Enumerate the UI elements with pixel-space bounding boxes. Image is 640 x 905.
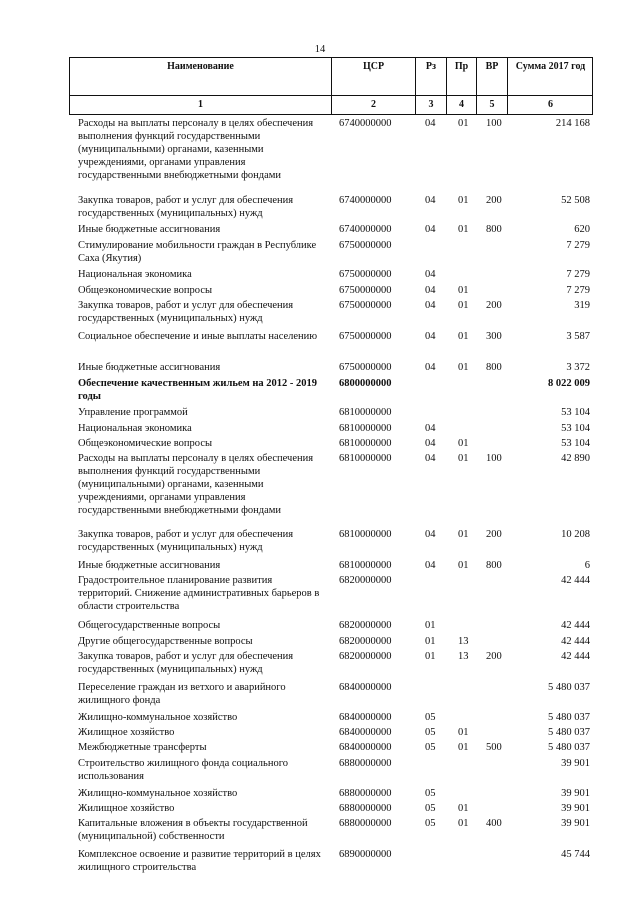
row-sum: 42 444 [561,636,590,647]
row-csr: 6750000000 [339,362,392,373]
row-vr: 200 [486,651,502,662]
row-csr: 6820000000 [339,636,392,647]
row-name: Градостроительное планирование развития территорий. Снижение административных барьеров в области строительства [78,575,320,612]
row-name: Жилищно-коммунальное хозяйство [78,788,238,799]
row-pr: 01 [458,727,469,738]
row-vr: 800 [486,560,502,571]
header-rz: Рз [425,61,437,72]
row-rz: 04 [425,438,436,449]
row-csr: 6740000000 [339,118,392,129]
row-sum: 319 [574,300,590,311]
row-sum: 7 279 [566,240,590,251]
row-csr: 6740000000 [339,224,392,235]
row-csr: 6740000000 [339,195,392,206]
row-sum: 53 104 [561,407,590,418]
row-sum: 8 022 009 [548,378,590,389]
row-sum: 42 444 [561,575,590,586]
row-csr: 6810000000 [339,423,392,434]
row-vr: 200 [486,195,502,206]
row-vr: 200 [486,300,502,311]
row-csr: 6810000000 [339,453,392,464]
row-csr: 6750000000 [339,300,392,311]
row-sum: 42 444 [561,651,590,662]
header-sum: Сумма 2017 год [515,61,586,72]
row-name: Закупка товаров, работ и услуг для обеспечения государственных (муниципальных) нужд [78,195,294,219]
row-rz: 04 [425,285,436,296]
row-pr: 01 [458,560,469,571]
row-vr: 800 [486,224,502,235]
row-sum: 5 480 037 [548,682,590,693]
row-csr: 6810000000 [339,560,392,571]
row-name: Закупка товаров, работ и услуг для обеспечения государственных (муниципальных) нужд [78,529,294,553]
row-rz: 04 [425,529,436,540]
row-name: Капитальные вложения в объекты государственной (муниципальной) собственности [78,818,308,842]
header-num-sum: 6 [548,99,553,110]
row-vr: 100 [486,453,502,464]
row-name: Другие общегосударственные вопросы [78,636,253,647]
row-name: Общеэкономические вопросы [78,285,213,296]
row-csr: 6750000000 [339,331,392,342]
row-csr: 6750000000 [339,269,392,280]
row-rz: 04 [425,269,436,280]
row-vr: 100 [486,118,502,129]
row-sum: 45 744 [561,849,590,860]
row-csr: 6810000000 [339,529,392,540]
row-pr: 01 [458,818,469,829]
row-pr: 01 [458,453,469,464]
row-rz: 01 [425,636,436,647]
row-csr: 6840000000 [339,727,392,738]
row-sum: 214 168 [555,118,590,129]
row-csr: 6890000000 [339,849,392,860]
row-vr: 800 [486,362,502,373]
row-pr: 01 [458,285,469,296]
row-rz: 04 [425,331,436,342]
row-sum: 42 444 [561,620,590,631]
row-rz: 04 [425,224,436,235]
row-sum: 53 104 [561,423,590,434]
header-num-pr: 4 [459,99,464,110]
row-name: Жилищно-коммунальное хозяйство [78,712,238,723]
row-sum: 39 901 [561,758,590,769]
row-pr: 01 [458,118,469,129]
row-pr: 01 [458,331,469,342]
row-sum: 42 890 [561,453,590,464]
row-sum: 5 480 037 [548,712,590,723]
row-name: Переселение граждан из ветхого и аварийного жилищного фонда [78,682,286,706]
row-pr: 13 [458,636,469,647]
header-num-vr: 5 [489,99,495,110]
row-sum: 5 480 037 [548,727,590,738]
row-rz: 05 [425,788,436,799]
row-pr: 01 [458,742,469,753]
row-rz: 04 [425,118,436,129]
row-sum: 39 901 [561,818,590,829]
row-rz: 04 [425,453,436,464]
row-name: Управление программой [78,407,188,418]
row-csr: 6880000000 [339,788,392,799]
row-rz: 05 [425,803,436,814]
row-sum: 3 587 [566,331,590,342]
row-pr: 01 [458,224,469,235]
row-vr: 500 [486,742,502,753]
row-name: Закупка товаров, работ и услуг для обеспечения государственных (муниципальных) нужд [78,651,294,675]
row-csr: 6880000000 [339,758,392,769]
row-rz: 01 [425,620,436,631]
row-sum: 10 208 [561,529,590,540]
row-name: Иные бюджетные ассигнования [78,362,221,373]
row-rz: 05 [425,818,436,829]
row-name: Национальная экономика [78,423,192,434]
row-vr: 300 [486,331,502,342]
row-name: Обеспечение качественным жильем на 2012 - 2019 годы [78,378,318,402]
row-sum: 7 279 [566,285,590,296]
row-csr: 6840000000 [339,742,392,753]
header-csr: ЦСР [362,61,385,72]
row-csr: 6820000000 [339,651,392,662]
row-pr: 01 [458,300,469,311]
row-name: Общеэкономические вопросы [78,438,213,449]
row-csr: 6820000000 [339,575,392,586]
header-pr: Пр [454,61,469,72]
row-name: Иные бюджетные ассигнования [78,560,221,571]
row-rz: 04 [425,362,436,373]
row-sum: 6 [584,560,590,571]
row-name: Закупка товаров, работ и услуг для обеспечения государственных (муниципальных) нужд [78,300,294,324]
row-rz: 05 [425,742,436,753]
row-csr: 6880000000 [339,803,392,814]
row-rz: 04 [425,300,436,311]
header-num-name: 1 [198,99,203,110]
row-rz: 04 [425,195,436,206]
row-pr: 01 [458,438,469,449]
row-sum: 52 508 [561,195,590,206]
row-sum: 7 279 [566,269,590,280]
row-csr: 6810000000 [339,438,392,449]
row-sum: 620 [574,224,590,235]
row-name: Жилищное хозяйство [78,727,175,738]
row-rz: 04 [425,560,436,571]
header-num-rz: 3 [428,99,434,110]
row-name: Общегосударственные вопросы [78,620,221,631]
row-rz: 05 [425,727,436,738]
row-pr: 01 [458,195,469,206]
row-csr: 6820000000 [339,620,392,631]
row-name: Комплексное освоение и развитие территорий в целях жилищного строительства [78,849,321,873]
row-name: Межбюджетные трансферты [78,742,207,753]
row-sum: 3 372 [566,362,590,373]
row-name: Социальное обеспечение и иные выплаты населению [78,331,318,342]
row-rz: 01 [425,651,436,662]
row-sum: 39 901 [561,788,590,799]
row-name: Стимулирование мобильности граждан в Республике Саха (Якутия) [78,240,317,264]
row-name: Строительство жилищного фонда социального использования [78,758,288,782]
row-pr: 13 [458,651,469,662]
row-rz: 05 [425,712,436,723]
row-csr: 6800000000 [339,378,392,389]
row-pr: 01 [458,362,469,373]
row-csr: 6810000000 [339,407,392,418]
row-csr: 6880000000 [339,818,392,829]
row-sum: 53 104 [561,438,590,449]
row-csr: 6750000000 [339,285,392,296]
row-sum: 5 480 037 [548,742,590,753]
header-name: Наименование [167,61,234,72]
row-pr: 01 [458,529,469,540]
row-sum: 39 901 [561,803,590,814]
row-vr: 400 [486,818,502,829]
header-vr: ВР [485,61,499,72]
row-name: Жилищное хозяйство [78,803,175,814]
row-rz: 04 [425,423,436,434]
row-csr: 6750000000 [339,240,392,251]
row-name: Национальная экономика [78,269,192,280]
page-number: 14 [314,44,326,55]
row-pr: 01 [458,803,469,814]
row-name: Иные бюджетные ассигнования [78,224,221,235]
row-csr: 6840000000 [339,712,392,723]
row-name: Расходы на выплаты персоналу в целях обеспечения выполнения функций государственными (муниципальными) органами, казенными учреждениями, органами управления государственными внебюджетными фондами [78,118,314,181]
header-num-csr: 2 [371,99,376,110]
row-name: Расходы на выплаты персоналу в целях обеспечения выполнения функций государственными (муниципальными) органами, казенными учреждениями, органами управления государственными внебюджетными фондами [78,453,314,516]
row-csr: 6840000000 [339,682,392,693]
row-vr: 200 [486,529,502,540]
